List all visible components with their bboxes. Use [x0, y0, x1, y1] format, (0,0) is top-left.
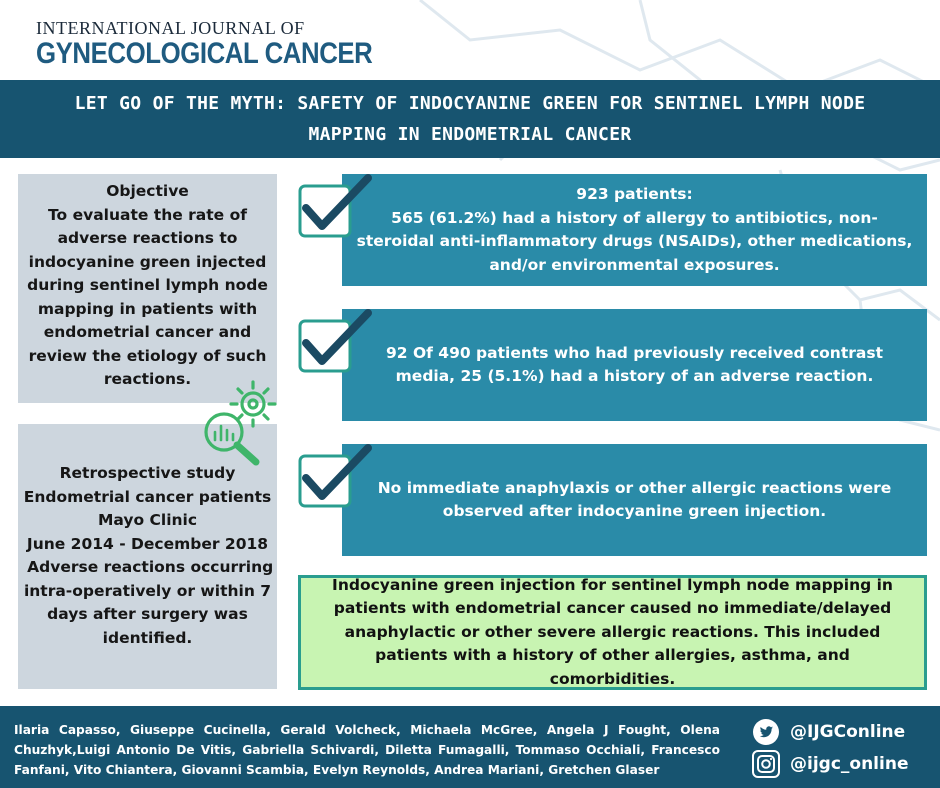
checkmark-icon — [298, 174, 374, 240]
checkmark-icon — [298, 309, 374, 375]
instagram-icon — [752, 750, 780, 778]
checkmark-icon — [298, 444, 374, 510]
finding-text: No immediate anaphylaxis or other allergic reactions were observed after indocyanine green injection. — [377, 478, 892, 520]
finding-text: 92 Of 490 patients who had previously received contrast media, 25 (5.1%) had a history of an adverse reaction. — [386, 343, 883, 385]
twitter-handle[interactable] — [752, 718, 905, 746]
conclusion-box — [298, 575, 927, 690]
objective-text: To evaluate the rate of adverse reactions to indocyanine green injected during sentinel lymph node mapping in patients with endometrial cancer and review the etiology of such reactions. — [27, 205, 268, 388]
journal-name-line2: GYNECOLOGICAL CANCER — [36, 37, 373, 70]
study-line: Adverse reactions occurring intra-operatively or within 7 days after surgery was identified. — [21, 558, 279, 647]
conclusion-text: Indocyanine green injection for sentinel lymph node mapping in patients with endometrial cancer caused no immediate/delayed anaphylactic or other severe allergic reactions. This included patients with a history of other allergies, asthma, and comorbidities. — [332, 575, 893, 688]
journal-name-line1: INTERNATIONAL JOURNAL OF — [36, 18, 305, 38]
study-line: Retrospective study — [59, 464, 236, 482]
instagram-handle[interactable] — [752, 750, 908, 778]
objective-box — [18, 174, 277, 403]
twitter-icon — [752, 718, 780, 746]
footer — [0, 706, 940, 788]
objective-heading: Objective — [106, 182, 189, 200]
finding-heading: 923 patients: — [576, 185, 693, 203]
study-line: Endometrial cancer patients — [23, 487, 272, 506]
title-banner — [0, 80, 940, 158]
finding-box-2 — [342, 309, 927, 421]
instagram-label: @ijgc_online — [790, 754, 909, 774]
twitter-label: @IJGConline — [790, 722, 906, 742]
journal-logo — [36, 18, 427, 71]
study-line: Mayo Clinic — [97, 511, 198, 529]
study-line: June 2014 - December 2018 — [26, 534, 269, 553]
gear-icon — [190, 376, 280, 468]
banner-title: LET GO OF THE MYTH: SAFETY OF INDOCYANINE GREEN FOR SENTINEL LYMPH NODE MAPPING IN ENDOMETRIAL CANCER — [74, 93, 866, 145]
finding-text: 565 (61.2%) had a history of allergy to antibiotics, non-steroidal anti-inflammatory drugs (NSAIDs), other medications, and/or environmental exposures. — [356, 208, 913, 274]
finding-box-1 — [342, 174, 927, 286]
finding-box-3 — [342, 444, 927, 556]
author-list: Ilaria Capasso, Giuseppe Cucinella, Gerald Volcheck, Michaela McGree, Angela J Fought, Olena Chuzhyk,Luigi Antonio De Vitis, Gabriella Schivardi, Diletta Fumagalli, Tommaso Occhiali, Francesco Fanfani, Vito Chiantera, Giovanni Scambia, Evelyn Reynolds, Andrea Mariani, Gretchen Glaser — [14, 723, 720, 777]
